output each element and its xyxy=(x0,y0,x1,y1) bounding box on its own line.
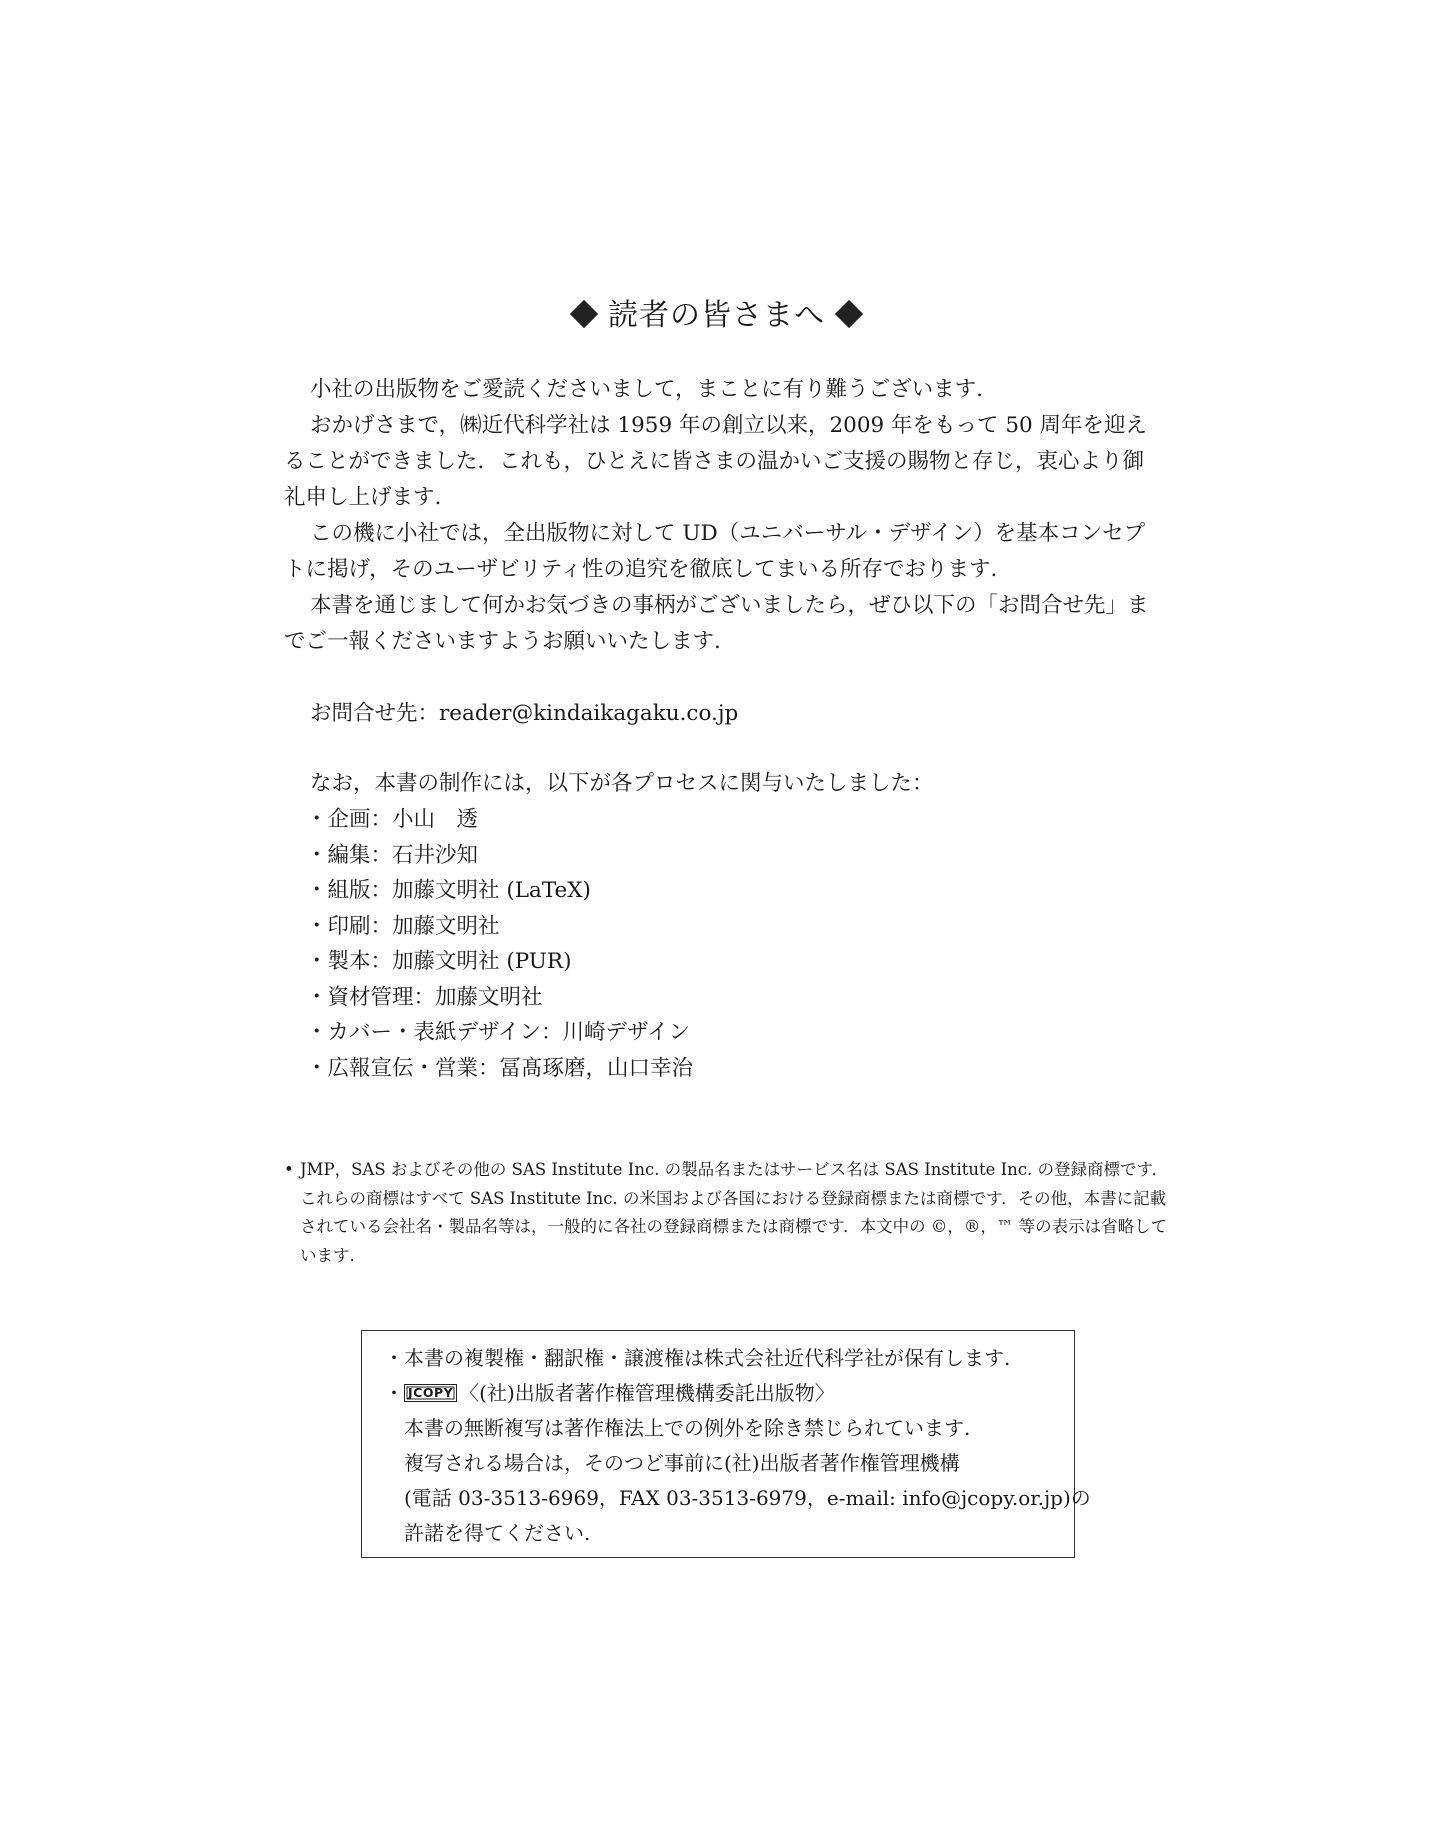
intro-paragraph: この機に小社では，全出版物に対して UD（ユニバーサル・デザイン）を基本コンセプトに掲げ，そのユーザビリティ性の追究を徹底してまいる所存でおります. xyxy=(284,521,1146,582)
credit-item: ・カバー・表紙デザイン：川崎デザイン xyxy=(306,1020,690,1045)
rights-line: (電話 03-3513-6969，FAX 03-3513-6979，e-mail: info@jcopy.or.jp)の xyxy=(404,1486,1091,1510)
intro-paragraph: 本書を通じまして何かお気づきの事柄がございましたら，ぜひ以下の「お問合せ先」までご一報くださいますようお願いいたします. xyxy=(284,593,1149,654)
jcopy-title: 〈(社)出版者著作権管理機構委託出版物〉 xyxy=(459,1381,835,1405)
intro-paragraph: 小社の出版物をご愛読くださいまして，まことに有り難うございます. xyxy=(310,377,983,402)
rights-line: ・本書の複製権・翻訳権・譲渡権は株式会社近代科学社が保有します. xyxy=(384,1346,1011,1370)
contact-line: お問合せ先：reader@kindaikagaku.co.jp xyxy=(310,701,739,726)
diamond-icon-right xyxy=(835,299,863,327)
credits-list xyxy=(306,802,693,1086)
credits-intro: なお，本書の制作には，以下が各プロセスに関与いたしました： xyxy=(310,771,934,796)
trademark-text: JMP，SAS およびその他の SAS Institute Inc. の製品名またはサービス名は SAS Institute Inc. の登録商標です．これらの商標はすべて SAS Institute Inc. の米国および各国における登録商標または商標です．その他，本書に記載されている会社名・製品名等は，一般的に各社の登録商標または商標です．本文中の ©，®，™ 等の表示は省略しています. xyxy=(300,1160,1169,1265)
trademark-notice xyxy=(284,1156,1174,1270)
rights-line: 複写される場合は，そのつど事前に(社)出版者著作権管理機構 xyxy=(404,1451,960,1475)
rights-line: 本書の無断複写は著作権法上での例外を除き禁じられています. xyxy=(404,1416,971,1440)
rights-box xyxy=(361,1330,1091,1558)
diamond-icon-left xyxy=(570,299,598,327)
jcopy-line xyxy=(384,1376,1064,1411)
credit-item: ・企画：小山 透 xyxy=(306,807,479,832)
credit-item: ・組版：加藤文明社 (LaTeX) xyxy=(306,878,591,903)
trademark-bullet: • xyxy=(284,1160,294,1179)
rights-line: 許諾を得てください. xyxy=(404,1521,591,1545)
jcopy-prefix: ・ xyxy=(384,1381,404,1405)
credit-item: ・製本：加藤文明社 (PUR) xyxy=(306,949,572,974)
credit-item: ・資材管理：加藤文明社 xyxy=(306,984,543,1010)
credit-item: ・広報宣伝・営業：冨髙琢磨，山口幸治 xyxy=(306,1055,694,1081)
rights-content xyxy=(384,1341,1091,1551)
intro-paragraph: おかげさまで，㈱近代科学社は 1959 年の創立以来，2009 年をもって 50 周年を迎えることができました．これも，ひとえに皆さまの温かいご支援の賜物と存じ，衷心より御礼申し上げます. xyxy=(284,413,1148,510)
heading-title: 読者の皆さまへ xyxy=(608,298,825,333)
credit-item: ・編集：石井沙知 xyxy=(306,842,479,868)
page-heading xyxy=(0,296,1433,336)
jcopy-logo-icon: JCOPY xyxy=(404,1384,457,1402)
intro-text xyxy=(284,372,1164,660)
credit-item: ・印刷：加藤文明社 xyxy=(306,913,500,939)
